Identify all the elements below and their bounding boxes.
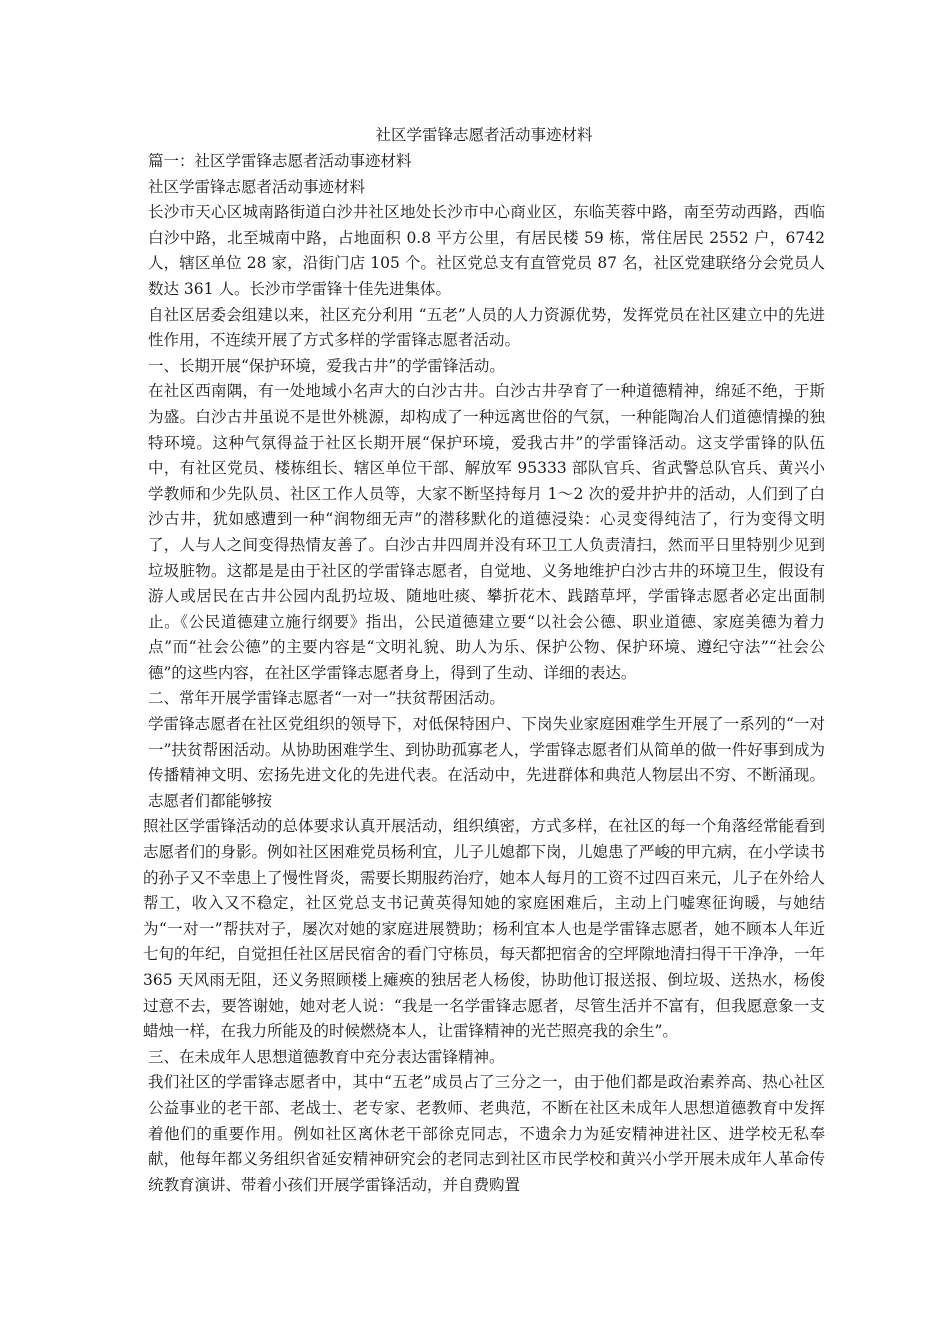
subtitle: 社区学雷锋志愿者活动事迹材料	[148, 177, 366, 196]
document-title: 社区学雷锋志愿者活动事迹材料	[375, 126, 593, 144]
section-heading: 三、在未成年人思想道德教育中充分表达雷锋精神。	[148, 1047, 505, 1066]
body-paragraph: 长沙市天心区城南路街道白沙井社区地处长沙市中心商业区，东临芙蓉中路，南至劳动西路，西临白沙中路，北至城南中路，占地面积 0.8 平方公里，有居民楼 59 栋，常住居民 2552 户，6742 人，辖区单位 28 家，沿街门店 105 个。社区党总支有直管党员 87 名，社区党建联络分会党员人数达 361 人。长沙市学雷锋十佳先进集体。	[148, 203, 825, 298]
section-heading: 二、常年开展学雷锋志愿者“一对一”扶贫帮困活动。	[148, 689, 505, 708]
body-paragraph: 自社区居委会组建以来，社区充分利用 “五老”人员的人力资源优势，发挥党员在社区建立中的先进性作用，不连续开展了方式多样的学雷锋志愿者活动。	[148, 305, 825, 350]
body-paragraph: 我们社区的学雷锋志愿者中，其中“五老”成员占了三分之一，由于他们都是政治素养高、热心社区公益事业的老干部、老战士、老专家、老教师、老典范，不断在社区未成年人思想道德教育中发挥着他们的重要作用。例如社区离休老干部徐克同志，不遗余力为延安精神进社区、进学校无私奉献，他每年都义务组织省延安精神研究会的老同志到社区市民学校和黄兴小学开展未成年人革命传统教育演讲、带着小孩们开展学雷锋活动，并自费购置	[148, 1073, 825, 1194]
section-heading: 篇一：社区学雷锋志愿者活动事迹材料	[148, 152, 412, 170]
body-paragraph: 在社区西南隅，有一处地域小名声大的白沙古井。白沙古井孕育了一种道德精神，绵延不绝，于斯为盛。白沙古井虽说不是世外桃源，却构成了一种远离世俗的气氛，一种能陶冶人们道德情操的独特环境。这种气氛得益于社区长期开展“保护环境，爱我古井”的学雷锋活动。这支学雷锋的队伍中，有社区党员、楼栋组长、辖区单位干部、解放军 95333 部队官兵、省武警总队官兵、黄兴小学教师和少先队员、社区工作人员等，大家不断坚持每月 1～2 次的爱井护井的活动，人们到了白沙古井，犹如感遭到一种“润物细无声”的潜移默化的道德浸染：心灵变得纯洁了，行为变得文明了，人与人之间变得热情友善了。白沙古井四周并没有环卫工人负责清扫，然而平日里特别少见到垃圾脏物。这都是是由于社区的学雷锋志愿者，自觉地、义务地维护白沙古井的环境卫生，假设有游人或居民在古井公园内乱扔垃圾、随地吐痰、攀折花木、践踏草坪，学雷锋志愿者必定出面制止。《公民道德建立施行纲要》指出，公民道德建立要“以社会公德、职业道德、家庭美德为着力点”而“社会公德”的主要内容是“文明礼貌、助人为乐、保护公物、保护环境、遵纪守法”“社会公德”的这些内容，在社区学雷锋志愿者身上，得到了生动、详细的表达。	[148, 382, 825, 682]
document-page	[143, 122, 825, 1198]
body-paragraph: 照社区学雷锋活动的总体要求认真开展活动，组织缜密，方式多样，在社区的每一个角落经常能看到志愿者们的身影。例如社区困难党员杨利宜，儿子儿媳都下岗，儿媳患了严峻的甲亢病，在小学读书的孙子又不幸患上了慢性肾炎，需要长期服药治疗，她本人每月的工资不过四百来元，儿子在外给人帮工，收入又不稳定，社区党总支书记黄英得知她的家庭困难后，主动上门嘘寒征询暖，与她结为“一对一”帮扶对子，屡次对她的家庭进展赞助；杨利宜本人也是学雷锋志愿者，她不顾本人年近七旬的年纪，自觉担任社区居民宿舍的看门守栋员，每天都把宿舍的空坪隙地清扫得干干净净，一年 365 天风雨无阻，还义务照顾楼上瘫痪的独居老人杨俊，协助他订报送报、倒垃圾、送热水，杨俊过意不去，要答谢她，她对老人说：“我是一名学雷锋志愿者，尽管生活并不富有，但我愿意象一支蜡烛一样，在我力所能及的时候燃烧本人，让雷锋精神的光芒照亮我的余生”。	[143, 817, 826, 1041]
section-heading: 一、长期开展“保护环境，爱我古井”的学雷锋活动。	[148, 356, 505, 375]
body-paragraph: 学雷锋志愿者在社区党组织的领导下，对低保特困户、下岗失业家庭困难学生开展了一系列的“一对一”扶贫帮困活动。从协助困难学生、到协助孤寡老人，学雷锋志愿者们从简单的做一件好事到成为传播精神文明、宏扬先进文化的先进代表。在活动中，先进群体和典范人物层出不穷、不断涌现。志愿者们都能够按	[148, 715, 825, 810]
